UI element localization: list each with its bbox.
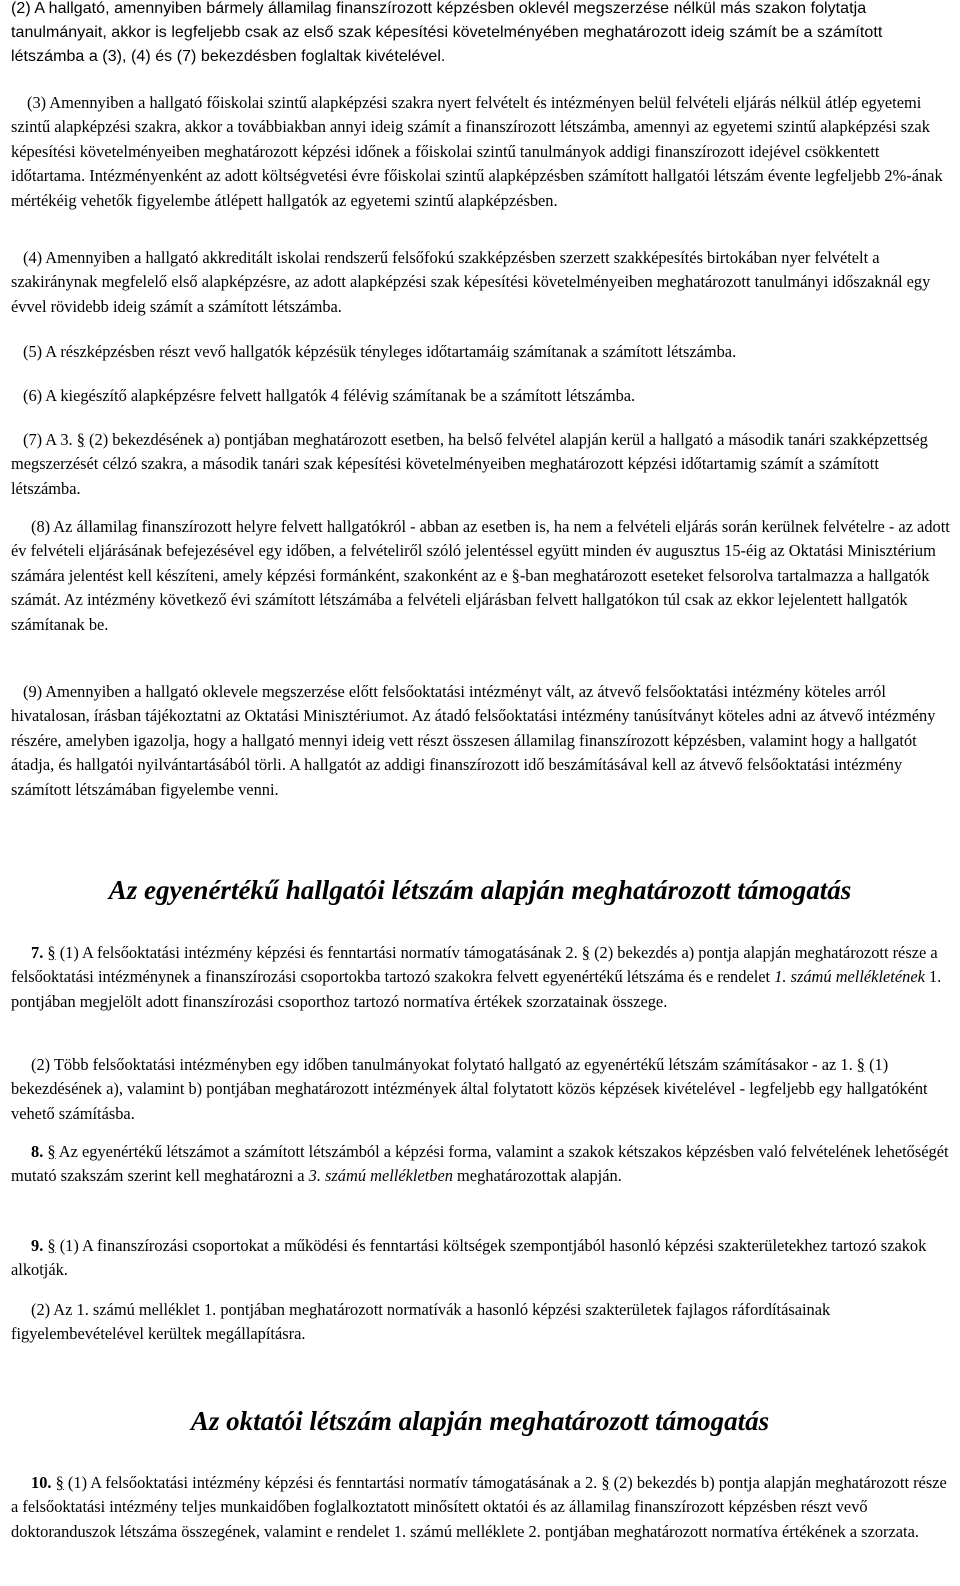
section-9-text-a: (1) A finanszírozási csoportokat a működési és fenntartási költségek szempontjából hasonló képzési szakterületekhez tartozó szakok alkotják. [11, 1236, 927, 1280]
section-number: 10. [31, 1473, 52, 1492]
section-link[interactable]: § [511, 565, 520, 585]
section-7-text-b: (2) bekezdés a) pontja alapján meghatározott része a felsőoktatási intézménynek a finanszírozási csoportokba tartozó szakokra felvett egyenértékű létszáma és e rendelet [11, 943, 938, 987]
section-number: 7. [31, 943, 44, 962]
paragraph-9: (9) Amennyiben a hallgató oklevele megszerzése előtt felsőoktatási intézményt vált, az átvevő felsőoktatási intézmény köteles arról hivatalosan, írásban tájékoztatni az Oktatási Minisztériumot. Az átadó felsőoktatási intézmény tanúsítványt köteles adni az átvevő intézmény részére, amelyben igazolja, hogy a hallgató mennyi ideig vett részt összesen államilag finanszírozott képzésben, valamint hogy a hallgatót átadja, és hallgatói nyilvántartásából törli. A hallgatót az addigi finanszírozott idő beszámításával kell az átvevő felsőoktatási intézmény számított létszámában figyelembe venni. [11, 682, 936, 799]
section-link[interactable]: § [47, 943, 56, 962]
section-8 [11, 1140, 951, 1189]
section-7-paragraph-2 [11, 1053, 951, 1126]
section-heading-equivalent-student-number: Az egyenértékű hallgatói létszám alapján meghatározott támogatás [108, 875, 852, 905]
paragraph-8-text-b: -ban meghatározott eseteket felsorolva tartalmazza a hallgatók számát. Az intézmény következő évi számított létszámába a felvételi eljárásban felvett hallgatókon túl csak az ekkor lejelentett hallgatók számítanak be. [11, 565, 930, 634]
paragraph-5: (5) A részképzésben részt vevő hallgatók képzésük tényleges időtartamáig számítanak a számított létszámba. [23, 342, 737, 361]
section-10-text-b: (2) bekezdés b) pontja alapján meghatározott része a felsőoktatási intézmény teljes munkaidőben foglalkoztatott minősített oktatói és az államilag finanszírozott képzésben részt vevő doktoranduszok létszáma összegének, valamint e rendelet 1. számú melléklete 2. pontjában meghatározott normatíva értékének a szorzata. [11, 1473, 947, 1541]
section-7-text-c: 1. pontjában megjelölt adott finanszírozási csoporthoz tartozó normatíva értékek szorzatainak összege. [11, 967, 942, 1011]
section-8-text-a: Az egyenértékű létszámot a számított létszámból a képzési forma, valamint a szakok kétszakos képzésben való felvételének lehetőségét mutató szakszám szerint kell meghatározni a [11, 1142, 949, 1186]
section-link[interactable]: § [47, 1236, 56, 1255]
paragraph-8-text-a: (8) Az államilag finanszírozott helyre felvett hallgatókról - abban az esetben is, ha nem a felvételi eljárás során kerülnek felvételre - az adott év felvételi eljárásának befejezésével egy időben, a felvételiről szóló jelentéssel együtt minden év augusztus 15-éig az Oktatási Minisztérium számára jelentést kell készíteni, amely képzési formánként, szakonként az e [11, 517, 950, 585]
section-link[interactable]: § [55, 1473, 64, 1492]
section-number: 8. [31, 1142, 44, 1161]
section-heading-instructor-number: Az oktatói létszám alapján meghatározott támogatás [190, 1406, 770, 1436]
section-8-text-b: meghatározottak alapján. [452, 1166, 622, 1186]
paragraph-7 [11, 428, 951, 501]
paragraph-7-text-a: (7) A 3. [23, 430, 77, 449]
section-7-paragraph-1 [11, 941, 951, 1014]
section-link[interactable]: § [581, 943, 590, 962]
section-7-text-a: (1) A felsőoktatási intézmény képzési és fenntartási normatív támogatásának 2. [55, 943, 582, 962]
paragraph-3: (3) Amennyiben a hallgató főiskolai szintű alapképzési szakra nyert felvételt és intézményen belül felvételi eljárás nélkül átlép egyetemi szintű alapképzési szakra, akkor a továbbiakban annyi ideig számít a finanszírozott létszámba, amennyi az egyetemi szintű alapképzési szak képesítési követelményeiben meghatározott képzési időnek a főiskolai szintű tanulmányok addigi finanszírozott idejével csökkentett időtartama. Intézményenként az adott költségvetési évre főiskolai szintű alapképzésben számított hallgatói létszám évente legfeljebb 2%-ának mértékéig vehetők figyelembe átlépett hallgatók az egyetemi szintű alapképzésben. [11, 93, 943, 210]
paragraph-8 [11, 515, 951, 637]
annex-reference: 3. számú mellékletben [308, 1166, 453, 1186]
section-7-2-text-a: (2) Több felsőoktatási intézményben egy időben tanulmányokat folytató hallgató az egyenértékű létszám számításakor - az 1. [31, 1055, 857, 1074]
paragraph-2-previous: (2) A hallgató, amennyiben bármely államilag finanszírozott képzésben oklevél megszerzése nélkül más szakon folytatja tanulmányait, akkor is legfeljebb csak az első szak képesítési követelményében meghatározott ideig számít be a számított létszámba a (3), (4) és (7) bekezdésben foglaltak kivételével. [11, 0, 883, 65]
annex-reference: 1. számú mellékletének [774, 967, 925, 987]
section-link[interactable]: § [47, 1142, 56, 1161]
paragraph-7-text-b: (2) bekezdésének a) pontjában meghatározott esetben, ha belső felvétel alapján kerül a hallgató a második tanári szakképzettség megszerzését célzó szakra, a második tanári szak képesítési követelményeiben meghatározott képzési időtartamig számít a számított létszámba. [11, 430, 928, 498]
section-9-paragraph-1 [11, 1234, 951, 1283]
section-link[interactable]: § [76, 430, 85, 449]
section-link[interactable]: § [856, 1055, 865, 1074]
section-9-paragraph-2: (2) Az 1. számú melléklet 1. pontjában meghatározott normatívák a hasonló képzési szakterületek fajlagos ráfordításainak figyelembevételével kerültek megállapításra. [11, 1300, 831, 1344]
section-link[interactable]: § [601, 1473, 610, 1492]
section-number: 9. [31, 1236, 44, 1255]
section-10-text-a: (1) A felsőoktatási intézmény képzési és fenntartási normatív támogatásának a 2. [63, 1473, 602, 1492]
section-10-paragraph-1 [11, 1471, 951, 1544]
paragraph-4: (4) Amennyiben a hallgató akkreditált iskolai rendszerű felsőfokú szakképzésben szerzett szakképesítés birtokában nyer felvételt a szakiránynak megfelelő első alapképzésre, az adott alapképzési szak képesítési követelményeiben meghatározott tanulmányi időszaknál egy évvel rövidebb ideig számít a számított létszámba. [11, 248, 931, 316]
paragraph-6: (6) A kiegészítő alapképzésre felvett hallgatók 4 félévig számítanak be a számított létszámba. [23, 386, 636, 405]
section-7-2-text-b: (1) bekezdésének a), valamint b) pontjában meghatározott intézmények által folytatott közös képzések kivételével - legfeljebb egy hallgatóként vehető számításba. [11, 1055, 928, 1123]
